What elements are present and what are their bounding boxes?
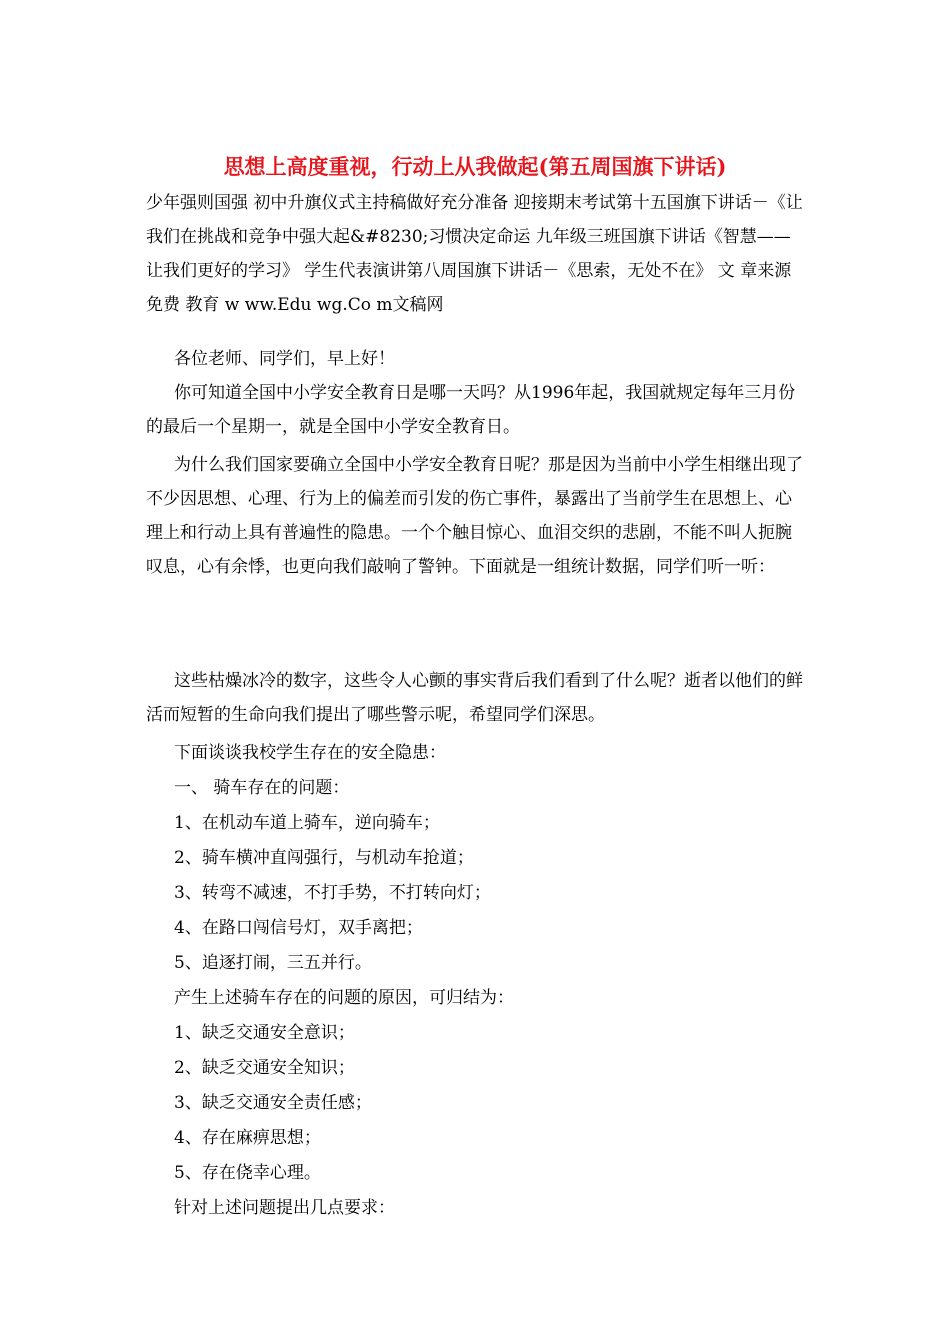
list-item: 1、缺乏交通安全意识； <box>174 1023 355 1043</box>
list-item: 4、在路口闯信号灯，双手离把； <box>174 918 423 938</box>
document-title: 思想上高度重视，行动上从我做起(第五周国旗下讲话) <box>223 154 727 179</box>
list-item: 2、骑车横冲直闯强行，与机动车抢道； <box>174 848 474 868</box>
list-item: 5、存在侥幸心理。 <box>174 1163 321 1183</box>
paragraph-reflection: 这些枯燥冰冷的数字，这些令人心颤的事实背后我们看到了什么呢？逝者以他们的鲜活而短暂的生命向我们提出了哪些警示呢，希望同学们深思。 <box>146 671 803 725</box>
list-item: 一、 骑车存在的问题： <box>174 778 350 798</box>
list-item: 4、存在麻痹思想； <box>174 1128 321 1148</box>
paragraph-reason: 为什么我们国家要确立全国中小学安全教育日呢？那是因为当前中小学生相继出现了不少因思想、心理、行为上的偏差而引发的伤亡事件，暴露出了当前学生在思想上、心理上和行动上具有普遍性的隐患。一个个触目惊心、血泪交织的悲剧，不能不叫人扼腕叹息，心有余悸，也更向我们敲响了警钟。下面就是一组统计数据，同学们听一听： <box>146 455 803 577</box>
list-item: 3、转弯不减速，不打手势，不打转向灯； <box>174 883 491 903</box>
paragraph-safety-day: 你可知道全国中小学安全教育日是哪一天吗？从1996年起，我国就规定每年三月份的最后一个星期一，就是全国中小学安全教育日。 <box>146 383 796 437</box>
list-item: 1、在机动车道上骑车，逆向骑车； <box>174 813 440 833</box>
list-item: 5、追逐打闹，三五并行。 <box>174 953 372 973</box>
greeting-line: 各位老师、同学们，早上好！ <box>174 349 395 369</box>
list-item: 针对上述问题提出几点要求： <box>174 1198 395 1218</box>
intro-paragraph: 少年强则国强 初中升旗仪式主持稿做好充分准备 迎接期末考试第十五国旗下讲话－《让我们在挑战和竞争中强大起&#8230;习惯决定命运 九年级三班国旗下讲话《智慧——让我们更好的学习》 学生代表演讲第八周国旗下讲话－《思索，无处不在》 文 章来源免费 教育 w ww.Edu wg.Co m文稿网 <box>146 193 803 315</box>
list-item: 产生上述骑车存在的问题的原因，可归结为： <box>174 988 514 1008</box>
list-item: 2、缺乏交通安全知识； <box>174 1058 355 1078</box>
list-item: 下面谈谈我校学生存在的安全隐患： <box>174 743 446 763</box>
list-item: 3、缺乏交通安全责任感； <box>174 1093 372 1113</box>
